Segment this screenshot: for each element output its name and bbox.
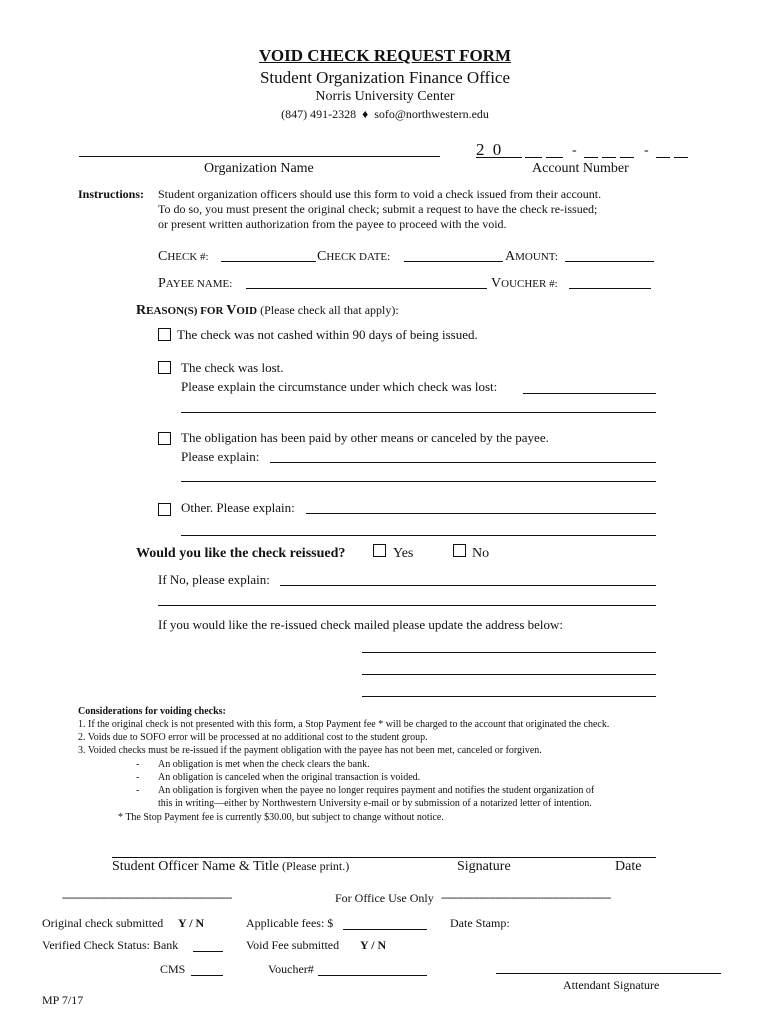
voucher-label: VOUCHER #: (491, 276, 558, 291)
office-use-label: For Office Use Only (335, 891, 434, 905)
if-no-explain-field[interactable] (280, 585, 656, 586)
if-no-explain-field-2[interactable] (158, 605, 656, 606)
diamond-icon: ♦ (362, 107, 369, 121)
account-digit-1[interactable] (525, 157, 542, 158)
check-number-label: CHECK #: (158, 249, 209, 264)
office-divider-right: ----------------------------------------------------- (441, 890, 611, 904)
verified-status-label: Verified Check Status: Bank (42, 938, 179, 952)
consideration-item-2: 2. Voids due to SOFO error will be processed at no additional cost to the student group. (78, 732, 428, 743)
payee-name-field[interactable] (246, 288, 487, 289)
form-code: MP 7/17 (42, 993, 84, 1007)
address-field-1[interactable] (362, 652, 656, 653)
date-stamp-label: Date Stamp: (450, 916, 510, 930)
original-check-label: Original check submitted (42, 916, 164, 930)
reason-lost-explain-label: Please explain the circumstance under which check was lost: (181, 379, 498, 394)
applicable-fees-label: Applicable fees: $ (246, 916, 334, 930)
reason-lost-checkbox[interactable] (158, 361, 171, 374)
account-digit-6[interactable] (656, 157, 670, 158)
voucher-office-field[interactable] (318, 975, 427, 976)
reason-lost-explain-field[interactable] (523, 393, 656, 394)
original-check-yn[interactable]: Y / N (178, 916, 205, 930)
void-fee-yn[interactable]: Y / N (360, 938, 387, 952)
stop-payment-note: * The Stop Payment fee is currently $30.00, but subject to change without notice. (118, 812, 444, 823)
contact-line (0, 107, 770, 122)
account-digit-2[interactable] (546, 157, 563, 158)
cms-label: CMS (160, 962, 186, 976)
consideration-item-1: 1. If the original check is not presented with this form, a Stop Payment fee * will be charged to the account that originated the check. (78, 719, 610, 730)
reason-other-explain-field[interactable] (306, 513, 656, 514)
reissue-yes-checkbox[interactable] (373, 544, 386, 557)
check-date-field[interactable] (404, 261, 503, 262)
officer-signature-line[interactable] (112, 857, 656, 858)
reason-not-cashed-checkbox[interactable] (158, 328, 171, 341)
address-field-3[interactable] (362, 696, 656, 697)
reissue-yes-label: Yes (393, 546, 414, 561)
consideration-sub-3b: this in writing—either by Northwestern University e-mail or by submission of a notarized letter of intention. (158, 798, 592, 809)
reasons-heading: REASON(S) FOR VOID (Please check all that apply): (136, 303, 399, 318)
consideration-sub-3a: An obligation is forgiven when the payee no longer requires payment and notifies the student organization of (158, 785, 595, 796)
if-no-label: If No, please explain: (158, 572, 270, 587)
reason-paid-other-explain-field[interactable] (270, 462, 656, 463)
voucher-field[interactable] (569, 288, 651, 289)
amount-field[interactable] (565, 261, 654, 262)
account-digit-4[interactable] (602, 157, 616, 158)
account-prefix: 2 0 (476, 140, 504, 159)
date-label: Date (615, 859, 642, 874)
phone-text: (847) 491-2328 (281, 107, 357, 121)
signature-label: Signature (457, 859, 511, 874)
instructions-line-2: To do so, you must present the original check; submit a request to have the check re-issued; (158, 202, 598, 216)
account-number-label: Account Number (532, 161, 629, 176)
reason-paid-other-checkbox[interactable] (158, 432, 171, 445)
consideration-sub-2: An obligation is canceled when the original transaction is voided. (158, 772, 421, 783)
office-name: Student Organization Finance Office (259, 68, 511, 87)
email-text: sofo@northwestern.edu (374, 107, 489, 121)
reason-other-explain-field-2[interactable] (181, 535, 656, 536)
reason-other-label: Other. Please explain: (181, 500, 295, 515)
reissue-no-label: No (472, 546, 490, 561)
reason-other-checkbox[interactable] (158, 503, 171, 516)
void-fee-label: Void Fee submitted (246, 938, 340, 952)
reissue-question: Would you like the check reissued? (136, 546, 346, 561)
reason-paid-other-explain-label: Please explain: (181, 449, 260, 464)
account-digit-3[interactable] (584, 157, 598, 158)
address-prompt: If you would like the re-issued check mailed please update the address below: (158, 617, 564, 632)
account-digit-7[interactable] (674, 157, 688, 158)
cms-field[interactable] (191, 975, 223, 976)
attendant-signature-label: Attendant Signature (563, 978, 660, 992)
consideration-item-3: 3. Voided checks must be re-issued if the payment obligation with the payee has not been met, canceled or forgiven. (78, 745, 542, 756)
instructions-line-1: Student organization officers should use this form to void a check issued from their account. (158, 187, 602, 201)
organization-name-field[interactable] (79, 156, 440, 157)
organization-name-label: Organization Name (204, 161, 314, 176)
reason-lost-label: The check was lost. (181, 360, 284, 375)
reissue-no-checkbox[interactable] (453, 544, 466, 557)
applicable-fees-field[interactable] (343, 929, 427, 930)
instructions-label: Instructions: (78, 187, 145, 201)
check-number-field[interactable] (221, 261, 316, 262)
payee-name-label: PAYEE NAME: (158, 276, 233, 291)
reason-paid-other-label: The obligation has been paid by other means or canceled by the payee. (181, 430, 549, 445)
amount-label: AMOUNT: (505, 249, 558, 264)
account-prefix-line (476, 157, 522, 158)
reason-lost-explain-field-2[interactable] (181, 412, 656, 413)
address-field-2[interactable] (362, 674, 656, 675)
office-divider-left: ----------------------------------------------------- (62, 890, 232, 904)
bank-field[interactable] (193, 951, 223, 952)
officer-name-label: Student Officer Name & Title (Please print.) (112, 859, 350, 874)
attendant-signature-line[interactable] (496, 973, 721, 974)
considerations-heading: Considerations for voiding checks: (78, 706, 226, 717)
voucher-office-label: Voucher# (268, 962, 314, 976)
account-digit-5[interactable] (620, 157, 634, 158)
check-date-label: CHECK DATE: (317, 249, 391, 264)
consideration-sub-1: An obligation is met when the check clears the bank. (158, 759, 370, 770)
reason-not-cashed-label: The check was not cashed within 90 days of being issued. (177, 327, 478, 342)
center-name: Norris University Center (315, 89, 455, 104)
instructions-line-3: or present written authorization from the payee to proceed with the void. (158, 217, 507, 231)
reason-paid-other-explain-field-2[interactable] (181, 481, 656, 482)
form-title: VOID CHECK REQUEST FORM (258, 46, 511, 65)
